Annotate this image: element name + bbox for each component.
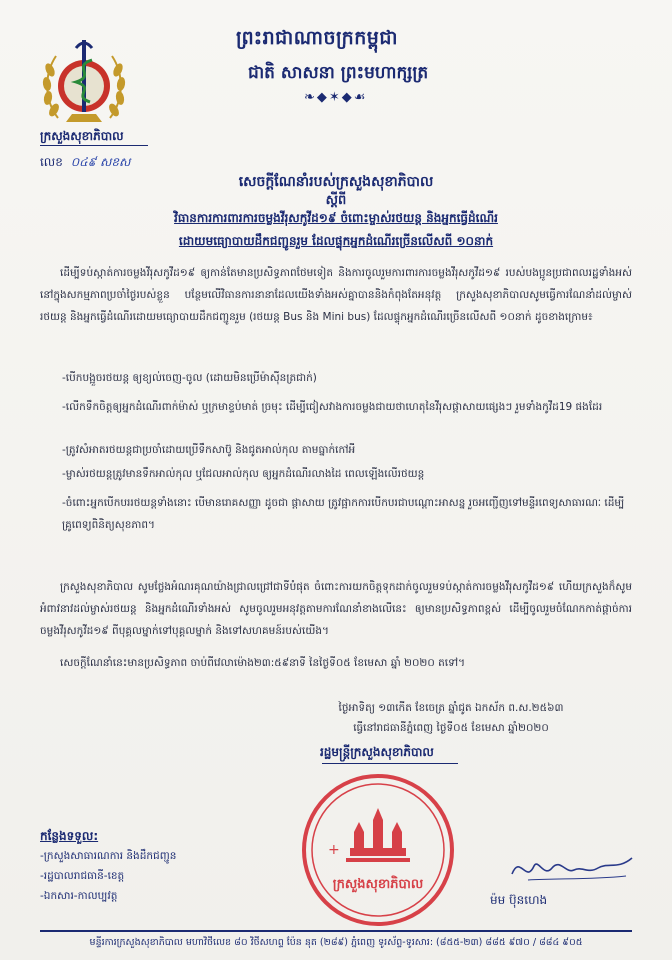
document-title: សេចក្តីណែនាំរបស់ក្រសួងសុខាភិបាល xyxy=(238,174,434,190)
subject-label: ស្តីពី xyxy=(325,193,347,208)
signer-underline xyxy=(322,763,458,764)
subject-line-1: វិធានការការពារការចម្លងវីរុសកូវីដ១៩ ចំពោះម្ចាស់រថយន្ត និងអ្នកធ្វើដំណើរ xyxy=(174,211,498,225)
bullet-item: -បើកបង្អួចរថយន្ត ឲ្យខ្យល់ចេញ-ចូល (ដោយមិនប្រើម៉ាស៊ីនត្រជាក់) xyxy=(62,372,317,384)
stamp-label: ក្រសួងសុខាភិបាល xyxy=(332,877,424,892)
svg-text:+: + xyxy=(328,842,340,858)
official-stamp xyxy=(298,770,458,930)
national-motto: ជាតិ សាសនា ព្រះមហាក្សត្រ xyxy=(248,63,429,83)
intro-paragraph: ដើម្បីទប់ស្កាត់ការចម្លងវីរុសកូវីដ១៩ ឲ្យកាន់តែមានប្រសិទ្ធភាពថែមទៀត និងការចូលរួមការពារការចម្លងវីរុសកូវីដ១៩ របស់បងប្អូនប្រជាពលរដ្ឋទាំងអស់ នៅក្នុងសកម្មភាពប្រចាំថ្ងៃរបស់ខ្លួន បន្ថែមលើវិធានការនានាដែលយើងទាំងអស់គ្នាបាននិងកំពុងតែអនុវត្ត ក្រសួងសុខាភិបាលសូមធ្វើការណែនាំដល់ម្ចាស់រថយន្ត និងអ្នកធ្វើដំណើរដោយមធ្យោបាយដឹកជញ្ជូនរួម (រថយន្ត Bus និង Mini bus) ដែលផ្ទុកអ្នកដំណើរច្រើនលើសពី ១០នាក់ ដូចខាងក្រោម៖ xyxy=(40,267,632,323)
ornament-divider: ❧◆✶◆☙ xyxy=(304,90,368,105)
kingdom-title: ព្រះរាជាណាចក្រកម្ពុជា xyxy=(236,27,398,49)
subject-line-2: ដោយមធ្យោបាយដឹកជញ្ជូនរួម ដែលផ្ទុកអ្នកដំណើរច្រើនលើសពី ១០នាក់ xyxy=(178,234,494,248)
signer-name: ម៉ម ប៊ុនហេង xyxy=(490,893,548,907)
ministry-logo-emblem xyxy=(36,30,132,130)
reference-label: លេខ xyxy=(40,155,63,169)
reference-value: ០៤៩ សខស xyxy=(70,155,131,169)
recipient-item: -ឯកសារ-កាលប្បវត្ត xyxy=(40,890,118,902)
effective-date-paragraph: សេចក្តីណែនាំនេះមានប្រសិទ្ធភាព ចាប់ពីវេលាម៉ោង២៣:៥៩នាទី នៃថ្ងៃទី០៥ ខែមេសា ឆ្នាំ ២០២០ តទៅ។ xyxy=(60,657,466,669)
issue-date: ធ្វើនៅរាជធានីភ្នំពេញ ថ្ងៃទី០៥ ខែមេសា ឆ្នាំ២០២០ xyxy=(353,722,549,734)
bullet-item: -ត្រូវសំអាតរថយន្តជាប្រចាំដោយប្រើទឹកសាប៊ូ និងជូតអាល់កុល តាមធ្នាក់កៅអី xyxy=(62,444,356,456)
footer-divider xyxy=(40,930,632,932)
recipient-item: -រដ្ឋបាលរាជធានី-ខេត្ត xyxy=(40,870,125,882)
lunar-date: ថ្ងៃអាទិត្យ ១៣កើត ខែចេត្រ ឆ្នាំជូត ឯកស័ក ព.ស.២៥៦៣ xyxy=(338,702,564,714)
ministry-name: ក្រសួងសុខាភិបាល xyxy=(40,129,124,143)
recipient-item: -ក្រសួងសាធារណការ និងដឹកជញ្ជូន xyxy=(40,850,177,862)
signer-title: រដ្ឋមន្ត្រីក្រសួងសុខាភិបាល xyxy=(320,745,434,759)
recipients-heading: កន្លែងទទួល: xyxy=(40,829,99,843)
handwritten-signature xyxy=(508,844,638,892)
bullet-item: -ចំពោះអ្នកបើកបររថយន្តទាំងនោះ បើមានរោគសញ្ញា ដូចជា ផ្តាសាយ ត្រូវផ្អាកការបើកបរជាបណ្តោះអាសន្ន រួចអញ្ជើញទៅមន្ទីរពេទ្យសាធារណៈ ដើម្បីគ្រូពេទ្យពិនិត្យសុខភាព។ xyxy=(62,497,625,531)
bullet-item: -លើកទឹកចិត្តឲ្យអ្នកដំណើរពាក់ម៉ាស់ ឬក្រមាខ្ទប់មាត់ ច្រមុះ ដើម្បីជៀសវាងការចម្លងជាយថាហេតុនៃវីរុសផ្តាសាយផ្សេងៗ រួមទាំងកូវីដ19 ផងដែរ xyxy=(62,401,603,413)
ministry-underline xyxy=(40,145,148,146)
bullet-item: -ម្ចាស់រថយន្តត្រូវមានទឹកអាល់កុល ឬជែលអាល់កុល ឲ្យអ្នកដំណើរលាងដៃ ពេលឡើងលើរថយន្ត xyxy=(62,468,425,480)
reference-number xyxy=(40,154,130,172)
footer-address: មន្ទីរការក្រសួងសុខាភិបាល មហាវិថីលេខ ៨០ វិថីសហព្ទ ប៉ែន នុត (២៨៩) ភ្នំពេញ ទូរស័ព្ទ-ទូរសារ: (៨៥៥-២៣) ៨៨៥ ៩៧០ / ៨៨៤ ៩០៥ xyxy=(89,937,583,948)
thanks-paragraph: ក្រសួងសុខាភិបាល សូមថ្លែងអំណរគុណយ៉ាងជ្រាលជ្រៅជាទីបំផុត ចំពោះការយកចិត្តទុកដាក់ចូលរួមទប់ស្កាត់ការចម្លងវីរុសកូវីដ១៩ ហើយក្រសួងក៏សូមអំពាវនាវដល់ម្ចាស់រថយន្ត និងអ្នកដំណើរទាំងអស់ សូមចូលរួមអនុវត្តតាមការណែនាំខាងលើនេះ ឲ្យមានប្រសិទ្ធភាពខ្ពស់ ដើម្បីចូលរួមចំណែកកាត់ផ្តាច់ការចម្លងវីរុសកូវីដ១៩ ពីបុគ្គលម្នាក់ទៅបុគ្គលម្នាក់ និងទៅសហគមន៍របស់យើង។ xyxy=(40,581,632,637)
